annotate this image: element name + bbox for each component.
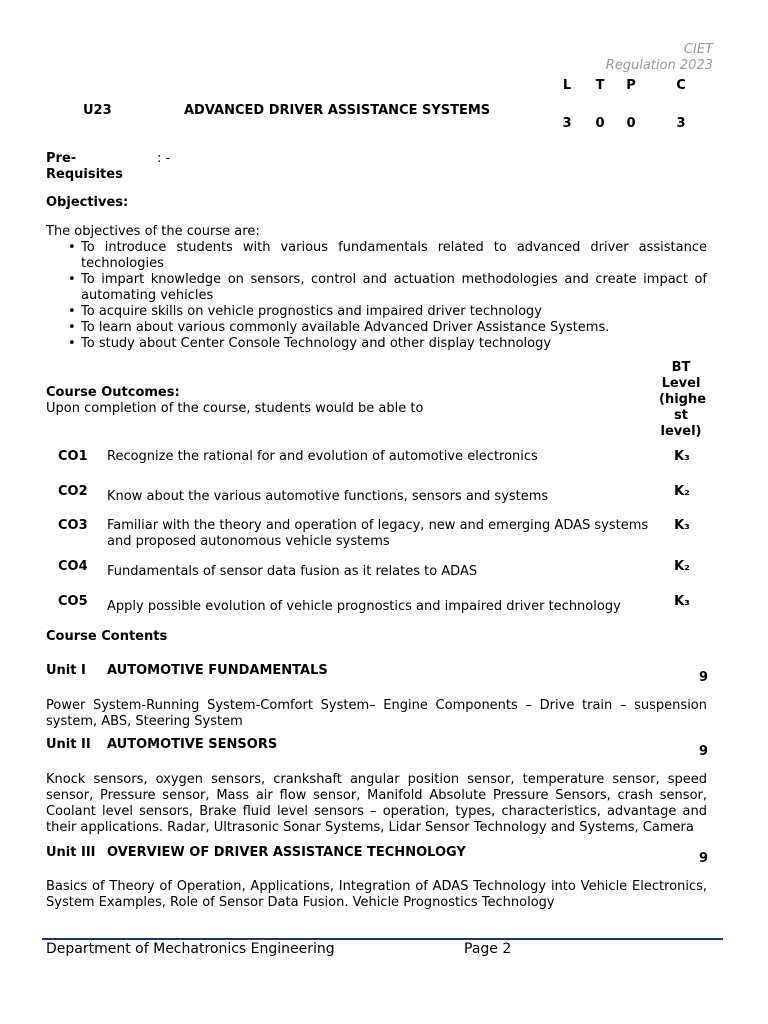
unit-label: Unit I [46, 663, 86, 678]
course-title: ADVANCED DRIVER ASSISTANCE SYSTEMS [184, 103, 491, 118]
ltpc-label-l: L [562, 78, 572, 93]
ltpc-label-c: C [676, 78, 686, 93]
footer-page-number: Page 2 [464, 941, 512, 957]
unit-title: AUTOMOTIVE SENSORS [107, 737, 278, 752]
course-code: U23 [83, 103, 112, 118]
ltpc-value-l: 3 [562, 116, 572, 131]
institution-name: CIET [683, 42, 713, 57]
objective-item: • To study about Center Console Technology and other display technology [62, 336, 707, 352]
unit-body: Basics of Theory of Operation, Applications, Integration of ADAS Technology into Vehicle Electronics, System Examples, Role of Sensor Data Fusion. Vehicle Prognostics Technology [46, 879, 707, 910]
ltpc-label-p: P [626, 78, 636, 93]
co-text: Apply possible evolution of vehicle prognostics and impaired driver technology [107, 599, 621, 614]
objective-item: • To acquire skills on vehicle prognostics and impaired driver technology [62, 304, 707, 320]
unit-body: Power System-Running System-Comfort System– Engine Components – Drive train – suspension system, ABS, Steering System [46, 698, 707, 729]
co-level: K₃ [674, 449, 690, 464]
objectives-list [62, 240, 707, 352]
unit-hours: 9 [698, 851, 708, 866]
prerequisites-label-line1: Pre- [46, 151, 77, 166]
unit-body: Knock sensors, oxygen sensors, crankshaft angular position sensor, temperature sensor, speed sensor, Pressure sensor, Mass air flow sensor, Manifold Absolute Pressure Sensors, crash sensor, Coolant level sensors, Brake fluid level sensors – operation, types, characteristics, advantage and their applications. Radar, Ultrasonic Sonar Systems, Lidar Sensor Technology and Systems, Camera [46, 772, 707, 835]
co-level: K₃ [674, 518, 690, 533]
prerequisites-label-line2: Requisites [46, 167, 123, 182]
contents-heading: Course Contents [46, 629, 168, 644]
co-text: Know about the various automotive functions, sensors and systems [107, 489, 549, 504]
co-code: CO5 [58, 594, 88, 609]
co-code: CO3 [58, 518, 88, 533]
co-level: K₂ [674, 559, 690, 574]
ltpc-value-p: 0 [626, 116, 636, 131]
bt-header-line: level) [660, 424, 702, 439]
ltpc-label-t: T [595, 78, 605, 93]
objectives-heading: Objectives: [46, 195, 129, 210]
co-level: K₂ [674, 484, 690, 499]
outcomes-heading: Course Outcomes: [46, 385, 180, 400]
unit-title: OVERVIEW OF DRIVER ASSISTANCE TECHNOLOGY [107, 845, 466, 860]
objectives-intro: The objectives of the course are: [46, 224, 260, 239]
ltpc-value-t: 0 [595, 116, 605, 131]
objective-item: • To impart knowledge on sensors, control and actuation methodologies and create impact of automating vehicles [62, 272, 707, 304]
unit-label: Unit II [46, 737, 91, 752]
co-level: K₃ [674, 594, 690, 609]
co-text: Familiar with the theory and operation of legacy, new and emerging ADAS systems and proposed autonomous vehicle systems [107, 518, 649, 549]
outcomes-intro: Upon completion of the course, students would be able to [46, 401, 424, 416]
bt-level-header [659, 360, 707, 440]
bt-header-line: st [674, 408, 688, 423]
regulation-label: Regulation 2023 [605, 58, 713, 73]
footer-department: Department of Mechatronics Engineering [46, 941, 335, 957]
unit-label: Unit III [46, 845, 96, 860]
ltpc-value-c: 3 [676, 116, 686, 131]
unit-title: AUTOMOTIVE FUNDAMENTALS [107, 663, 328, 678]
prerequisites-value: : - [157, 151, 171, 166]
co-code: CO1 [58, 449, 88, 464]
co-text: Recognize the rational for and evolution of automotive electronics [107, 449, 538, 464]
unit-hours: 9 [698, 670, 708, 685]
bt-header-line: (highe [659, 392, 707, 407]
co-code: CO2 [58, 484, 88, 499]
bt-header-line: BT [671, 360, 691, 375]
objective-item: • To introduce students with various fundamentals related to advanced driver assistance technologies [62, 240, 707, 272]
co-text: Fundamentals of sensor data fusion as it relates to ADAS [107, 564, 478, 579]
unit-hours: 9 [698, 744, 708, 759]
co-code: CO4 [58, 559, 88, 574]
bt-header-line: Level [661, 376, 701, 391]
objective-item: • To learn about various commonly available Advanced Driver Assistance Systems. [62, 320, 707, 336]
